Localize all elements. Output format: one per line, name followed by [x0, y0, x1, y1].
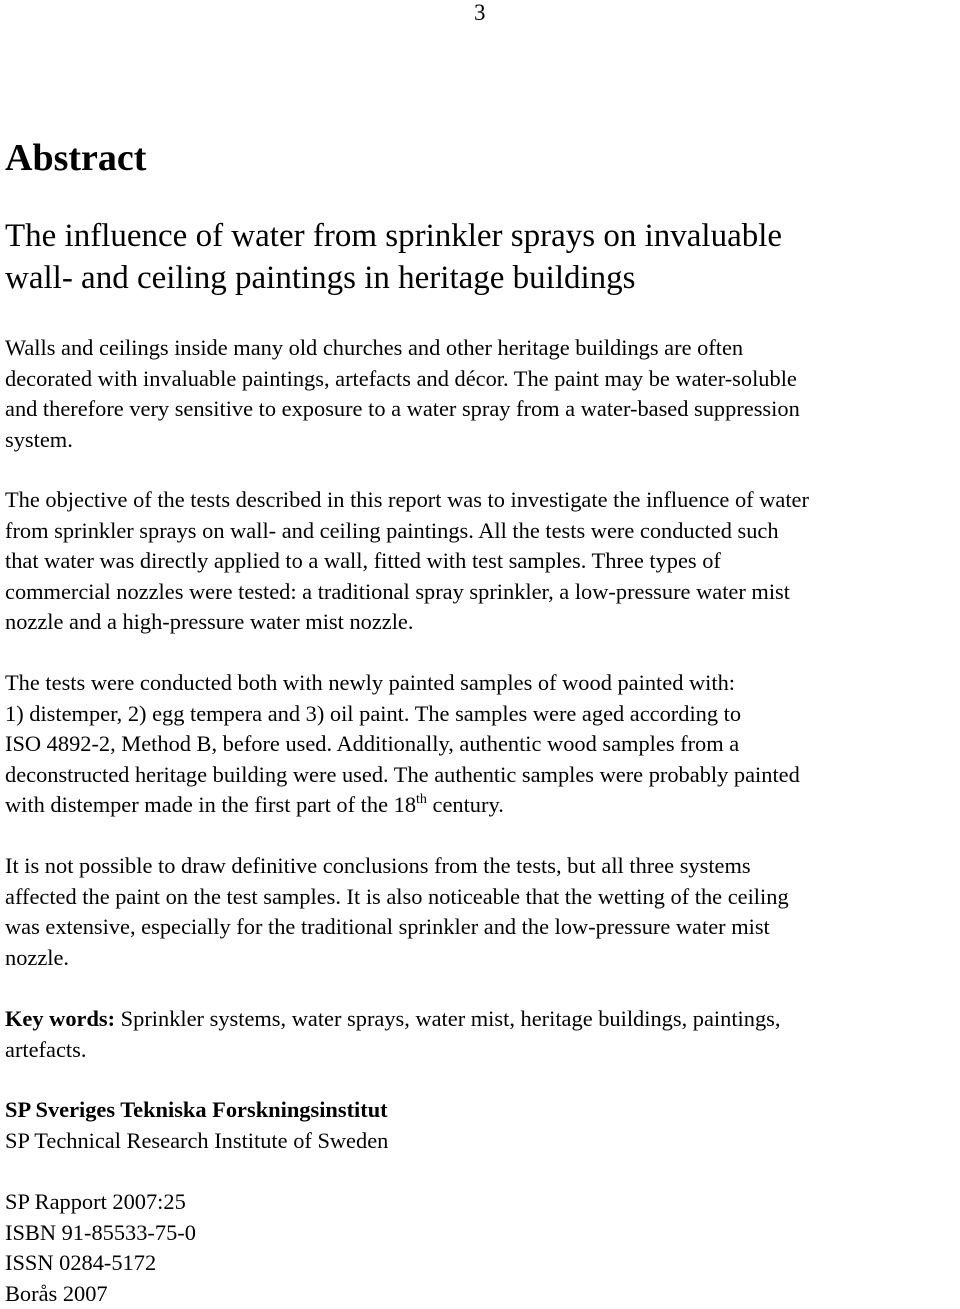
report-number: SP Rapport 2007:25 [5, 1187, 196, 1218]
paragraph-line: nozzle. [5, 943, 960, 974]
keywords-text: Sprinkler systems, water sprays, water mist, heritage buildings, paintings, [115, 1006, 780, 1031]
paragraph-line: ISO 4892-2, Method B, before used. Additionally, authentic wood samples from a [5, 729, 960, 760]
institute-block [5, 1095, 388, 1156]
paragraph-line: and therefore very sensitive to exposure to a water spray from a water-based suppression [5, 394, 960, 425]
place-year: Borås 2007 [5, 1279, 196, 1309]
paragraph-line: from sprinkler sprays on wall- and ceiling paintings. All the tests were conducted such [5, 516, 960, 547]
page-number: 3 [474, 0, 486, 26]
institute-name-swedish: SP Sveriges Tekniska Forskningsinstitut [5, 1095, 388, 1126]
abstract-heading: Abstract [5, 136, 146, 180]
line-text: with distemper made in the first part of the 18 [5, 792, 416, 817]
abstract-paragraph-conclusion [5, 851, 960, 973]
paragraph-line: decorated with invaluable paintings, artefacts and décor. The paint may be water-soluble [5, 364, 960, 395]
keywords-line [5, 1004, 960, 1035]
paragraph-line: commercial nozzles were tested: a traditional spray sprinkler, a low-pressure water mist [5, 577, 960, 608]
ordinal-superscript: th [416, 792, 427, 807]
paragraph-line: deconstructed heritage building were used. The authentic samples were probably painted [5, 760, 960, 791]
keywords-text: artefacts. [5, 1035, 960, 1066]
abstract-paragraph-objective [5, 485, 960, 638]
paragraph-line [5, 790, 960, 821]
paragraph-line: Walls and ceilings inside many old churches and other heritage buildings are often [5, 333, 960, 364]
title-line: wall- and ceiling paintings in heritage buildings [5, 257, 955, 299]
keywords-label: Key words: [5, 1006, 115, 1031]
institute-name-english: SP Technical Research Institute of Sweden [5, 1126, 388, 1157]
report-title [5, 215, 955, 299]
paragraph-line: It is not possible to draw definitive conclusions from the tests, but all three systems [5, 851, 960, 882]
paragraph-line: 1) distemper, 2) egg tempera and 3) oil paint. The samples were aged according to [5, 699, 960, 730]
abstract-paragraph-intro [5, 333, 960, 455]
publication-info [5, 1187, 196, 1309]
paragraph-line: affected the paint on the test samples. It is also noticeable that the wetting of the ceiling [5, 882, 960, 913]
issn: ISSN 0284-5172 [5, 1248, 196, 1279]
line-text: century. [427, 792, 504, 817]
paragraph-line: that water was directly applied to a wall, fitted with test samples. Three types of [5, 546, 960, 577]
paragraph-line: The tests were conducted both with newly painted samples of wood painted with: [5, 668, 960, 699]
isbn: ISBN 91-85533-75-0 [5, 1218, 196, 1249]
abstract-paragraph-method [5, 668, 960, 821]
paragraph-line: was extensive, especially for the traditional sprinkler and the low-pressure water mist [5, 912, 960, 943]
title-line: The influence of water from sprinkler sprays on invaluable [5, 215, 955, 257]
paragraph-line: system. [5, 425, 960, 456]
keywords-block [5, 1004, 960, 1065]
paragraph-line: nozzle and a high-pressure water mist nozzle. [5, 607, 960, 638]
paragraph-line: The objective of the tests described in this report was to investigate the influence of water [5, 485, 960, 516]
